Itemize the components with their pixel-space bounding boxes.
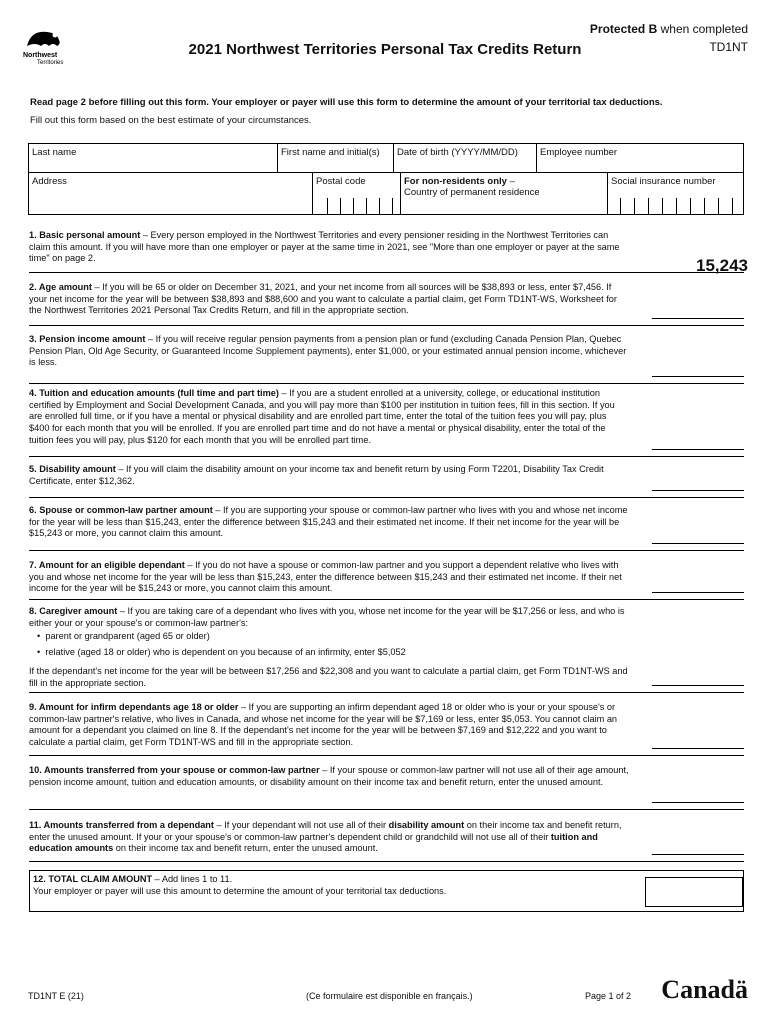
section-8-bullet-1: • parent or grandparent (aged 65 or older) <box>37 631 210 642</box>
section-11-bold-1: disability amount <box>388 820 465 830</box>
section-8-bullet-2: • relative (aged 18 or older) who is dependent on you because of an infirmity, enter $5,052 <box>37 647 406 658</box>
section-12-line2: Your employer or payer will use this amount to determine the amount of your territorial tax deductions. <box>33 885 447 896</box>
basic-amount-value: 15,243 <box>696 256 748 275</box>
section-9 <box>29 699 744 756</box>
section-5-title: 5. Disability amount <box>29 464 116 474</box>
total-claim-input[interactable] <box>645 877 743 907</box>
form-code: TD1NT <box>709 40 748 54</box>
section-11-title: 11. Amounts transferred from a dependant <box>29 820 214 830</box>
section-5-text: – If you will claim the disability amount on your income tax and benefit return by using Form T2201, Disability Tax Credit Certificate, enter $12,362. <box>29 464 604 486</box>
address-label: Address <box>32 176 67 187</box>
section-11-bold-2: tuition and education amounts <box>29 831 598 854</box>
section-8-text: – If you are taking care of a dependant who lives with you, whose net income for the year will be $17,256 or less, and who is either your or your spouse's or common-law partner's: <box>29 606 625 628</box>
first-name-label: First name and initial(s) <box>281 147 380 158</box>
section-11 <box>29 817 744 862</box>
last-name-field[interactable] <box>28 143 278 173</box>
employee-number-field[interactable] <box>536 143 744 173</box>
section-7-answer-line[interactable] <box>652 592 744 593</box>
intro-bold: Read page 2 before filling out this form. Your employer or payer will use this form to determine the amount of your territorial tax deductions. <box>30 97 663 108</box>
section-4-title: 4. Tuition and education amounts (full time and part time) <box>29 388 279 398</box>
section-10-text: – If your spouse or common-law partner will not use all of their age amount, pension income amount, tuition and education amounts, or disability amount on their income tax and benefit return, enter the unused amount. <box>29 765 629 787</box>
section-3 <box>29 331 744 384</box>
sin-ticks <box>620 198 733 214</box>
section-3-answer-line[interactable] <box>652 376 744 377</box>
section-11-end: on their income tax and benefit return, enter the unused amount. <box>113 843 378 854</box>
non-resident-country: Country of permanent residence <box>404 187 540 198</box>
intro-text: Fill out this form based on the best estimate of your circumstances. <box>30 115 312 126</box>
page-title: 2021 Northwest Territories Personal Tax Credits Return <box>188 41 582 58</box>
section-10-title: 10. Amounts transferred from your spouse or common-law partner <box>29 765 320 775</box>
section-11-mid: on their income tax and benefit return, enter the unused amount. If your or your spouse's or common-law partner's dependent child or grandchild will not use all of their <box>29 820 622 842</box>
dob-field[interactable] <box>393 143 537 173</box>
section-8-after: If the dependant's net income for the year will be between $17,256 and $22,308 and you want to calculate a partial claim, get Form TD1NT-WS and fill in the appropriate section. <box>29 665 628 688</box>
section-1-text: – Every person employed in the Northwest Territories and every pensioner residing in the Northwest Territories can claim this amount. If you will have more than one employer or payer at the same time in 2021, see "More than one employer or payer at the same time" on page 2. <box>29 230 620 264</box>
section-12-text: – Add lines 1 to 11. <box>152 874 233 884</box>
section-4 <box>29 385 744 457</box>
section-7-text: – If you do not have a spouse or common-law partner and you support a dependent relative who lives with you and whose net income for the year will be less than $15,243, enter the difference between $15,243 and their estimated net income. If their net income for the year will be $15,243 or more, you cannot claim this amount. <box>29 560 622 594</box>
sin-field[interactable] <box>607 172 744 215</box>
footer-page: Page 1 of 2 <box>585 991 632 1001</box>
section-8-title: 8. Caregiver amount <box>29 606 118 616</box>
section-4-answer-line[interactable] <box>652 449 744 450</box>
section-9-title: 9. Amount for infirm dependants age 18 or older <box>29 702 239 712</box>
section-5 <box>29 461 744 498</box>
section-2-answer-line[interactable] <box>652 318 744 319</box>
section-7-title: 7. Amount for an eligible dependant <box>29 560 185 570</box>
footer-form-id: TD1NT E (21) <box>28 991 84 1001</box>
section-6 <box>29 502 744 551</box>
section-2-title: 2. Age amount <box>29 282 92 292</box>
section-12-title: 12. TOTAL CLAIM AMOUNT <box>33 874 153 884</box>
bullet-1-text: parent or grandparent (aged 65 or older) <box>45 631 210 642</box>
postal-code-label: Postal code <box>316 176 366 187</box>
bullet-2-text: relative (aged 18 or older) who is dependent on you because of an infirmity, enter $5,052 <box>45 647 406 658</box>
section-3-title: 3. Pension income amount <box>29 334 146 344</box>
section-10-answer-line[interactable] <box>652 802 744 803</box>
section-7 <box>29 557 744 600</box>
non-resident-label: For non-residents only – Country of permanent residence <box>404 176 540 198</box>
svg-text:Northwest: Northwest <box>23 52 58 59</box>
section-10 <box>29 762 744 810</box>
employee-number-label: Employee number <box>540 147 618 158</box>
postal-code-field[interactable] <box>312 172 401 215</box>
address-field[interactable] <box>28 172 313 215</box>
section-2-text: – If you will be 65 or older on December 31, 2021, and your net income from all sources will be $38,893 or less, enter $7,456. If your net income for the year will be between $38,893 and $88,600 and you want to calculate a partial claim, get Form TD1NT-WS, Worksheet for the Northwest Territories 2021 Personal Tax Credits Return, and fill in the appropriate section. <box>29 282 617 316</box>
section-6-answer-line[interactable] <box>652 543 744 544</box>
protected-rest: when completed <box>660 22 748 36</box>
protected-b: Protected B <box>589 22 658 36</box>
section-6-title: 6. Spouse or common-law partner amount <box>29 505 213 515</box>
first-name-field[interactable] <box>277 143 394 173</box>
canada-wordmark: Canadä <box>661 975 748 1004</box>
section-4-text: – If you are a student enrolled at a university, college, or educational institution certified by Employment and Social Development Canada, and you will pay more than $100 per institution in tuition fees, fill in this section. If you are enrolled full time, or if you have a mental or physical disability and are enrolled part time, enter the total of the tuition fees you will pay, plus $400 for each month that you will be enrolled. If you are enrolled part time and do not have a mental or physical disability, enter the total of the tuition fees you will pay, plus $120 for each month that you will be enrolled part time. <box>29 388 615 445</box>
non-resident-field[interactable] <box>400 172 608 215</box>
last-name-label: Last name <box>32 147 77 158</box>
non-resident-bold: For non-residents only <box>404 176 507 187</box>
section-5-answer-line[interactable] <box>652 490 744 491</box>
section-3-text: – If you will receive regular pension payments from a pension plan or fund (excluding Canada Pension Plan, Quebec Pension Plan, Old Age Security, or Guaranteed Income Supplement payments), enter $1,000, or your estimated annual pension income, whichever is less. <box>29 334 627 368</box>
section-1 <box>29 227 744 273</box>
section-12 <box>29 870 744 912</box>
section-6-text: – If you are supporting your spouse or common-law partner who lives with you and whose net income for the year will be less than $15,243, enter the difference between $15,243 and their estimated net income. If their net income for the year will be $15,243 or more, you cannot claim this amount. <box>29 505 628 539</box>
section-1-title: 1. Basic personal amount <box>29 230 141 240</box>
dob-label: Date of birth (YYYY/MM/DD) <box>397 147 518 158</box>
section-2 <box>29 279 744 326</box>
section-8-answer-line[interactable] <box>652 685 744 686</box>
footer-french: (Ce formulaire est disponible en français.) <box>306 991 473 1001</box>
section-9-text: – If you are supporting an infirm dependant aged 18 or older who is your or your spouse's or common-law partner's relative, who lives in Canada, and whose net income for the year will be $7,169 or less, enter $5,053. You cannot claim an amount for a dependant you claimed on line 8. If the dependant's net income for the year will be between $7,169 and $12,222 and you want to calculate a partial claim, get Form TD1NT-WS and fill in the appropriate section. <box>29 702 618 748</box>
postal-code-ticks <box>327 198 393 214</box>
section-11-answer-line[interactable] <box>652 854 744 855</box>
section-8 <box>29 603 744 693</box>
protected-label <box>590 22 748 36</box>
svg-text:Territories: Territories <box>37 60 64 66</box>
sin-label: Social insurance number <box>611 176 716 187</box>
section-9-answer-line[interactable] <box>652 748 744 749</box>
section-11-text: – If your dependant will not use all of their <box>213 820 389 830</box>
